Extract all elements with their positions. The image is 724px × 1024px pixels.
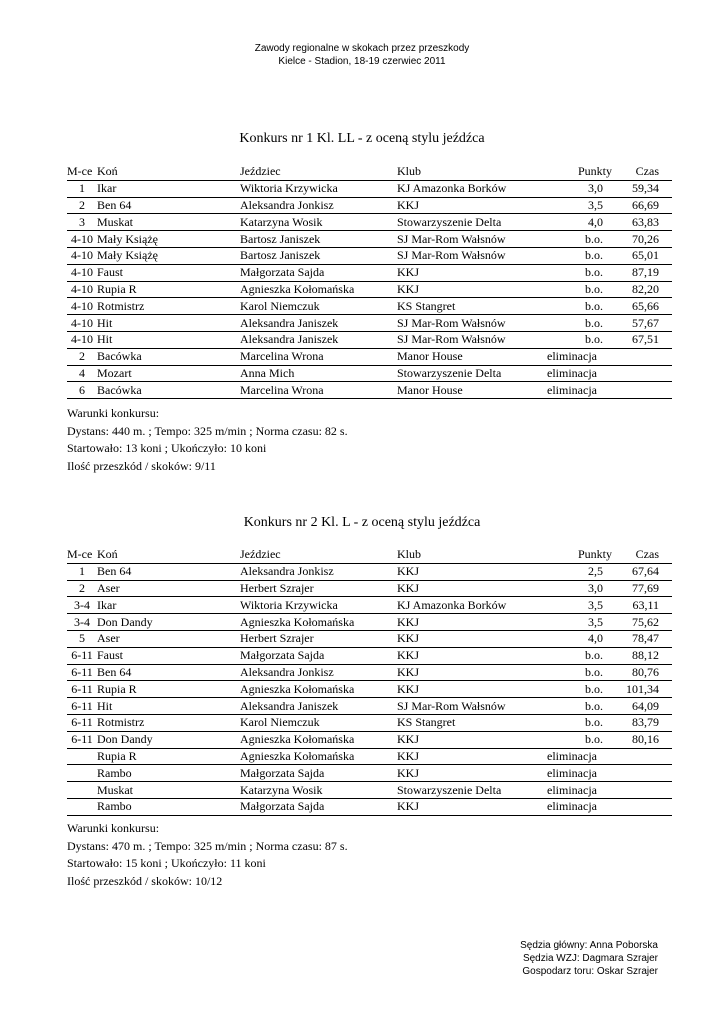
col-header-points: Punkty [547,547,615,563]
cell-club: KKJ [397,281,547,298]
table-header-row [67,547,672,563]
col-header-club: Klub [397,164,547,180]
table-row [67,563,672,580]
cell-club: KS Stangret [397,714,547,731]
cell-rider: Aleksandra Jonkisz [240,563,397,580]
cell-pos: 4-10 [67,298,97,315]
cell-time: 77,69 [615,580,672,597]
col-header-rider: Jeździec [240,164,397,180]
cell-time: 59,34 [615,180,672,197]
cell-pos: 1 [67,563,97,580]
cell-rider: Agnieszka Kołomańska [240,281,397,298]
cell-club: KKJ [397,798,547,815]
cell-time [615,348,672,365]
cell-points: 3,5 [547,597,615,614]
cell-time [615,365,672,382]
cell-points: b.o. [547,315,615,332]
conditions-heading: Warunki konkursu: [67,821,160,835]
cell-pos: 3 [67,214,97,231]
cell-rider: Aleksandra Janiszek [240,331,397,348]
cell-rider: Bartosz Janiszek [240,247,397,264]
cell-rider: Katarzyna Wosik [240,782,397,799]
cell-points: 2,5 [547,563,615,580]
cell-points: 3,5 [547,197,615,214]
cell-points: b.o. [547,281,615,298]
cell-rider: Wiktoria Krzywicka [240,180,397,197]
cell-time: 63,11 [615,597,672,614]
cell-points: b.o. [547,264,615,281]
cell-rider: Karol Niemczuk [240,298,397,315]
competition-1-conditions [67,405,348,475]
cell-pos: 2 [67,197,97,214]
table-row [67,214,672,231]
cell-rider: Agnieszka Kołomańska [240,731,397,748]
cell-horse: Don Dandy [97,614,240,631]
competition-2-title: Konkurs nr 2 Kl. L - z oceną stylu jeźdźca [243,515,481,530]
table-row [67,714,672,731]
cell-pos [67,748,97,765]
table-row [67,348,672,365]
cell-rider: Katarzyna Wosik [240,214,397,231]
cell-points: b.o. [547,664,615,681]
col-header-club: Klub [397,547,547,563]
cell-time [615,748,672,765]
cell-rider: Wiktoria Krzywicka [240,597,397,614]
cell-pos: 6-11 [67,647,97,664]
cell-club: SJ Mar-Rom Wałsnów [397,247,547,264]
table-row [67,748,672,765]
cell-points: eliminacja [547,348,615,365]
cell-horse: Rupia R [97,681,240,698]
cell-horse: Rotmistrz [97,714,240,731]
cell-time: 88,12 [615,647,672,664]
cell-club: KKJ [397,731,547,748]
cell-horse: Bacówka [97,348,240,365]
table-row [67,180,672,197]
competition-1-title: Konkurs nr 1 Kl. LL - z oceną stylu jeźdźca [239,131,485,146]
table-row [67,630,672,647]
cell-time: 67,64 [615,563,672,580]
cell-pos: 6 [67,382,97,399]
cell-horse: Rotmistrz [97,298,240,315]
table-row [67,765,672,782]
cell-pos: 6-11 [67,664,97,681]
cell-time [615,798,672,815]
cell-club: Manor House [397,382,547,399]
table-row [67,597,672,614]
cell-points: b.o. [547,731,615,748]
cell-club: KKJ [397,264,547,281]
cell-time: 80,76 [615,664,672,681]
cell-time: 70,26 [615,231,672,248]
cell-rider: Małgorzata Sajda [240,264,397,281]
table-row [67,365,672,382]
cell-horse: Muskat [97,782,240,799]
col-header-horse: Koń [97,547,240,563]
cell-club: SJ Mar-Rom Wałsnów [397,231,547,248]
cell-club: KKJ [397,664,547,681]
cell-time: 67,51 [615,331,672,348]
competition-2-conditions [67,820,348,890]
competition-1-results-table [67,164,672,399]
cell-club: SJ Mar-Rom Wałsnów [397,698,547,715]
cell-points: 4,0 [547,630,615,647]
cell-time: 80,16 [615,731,672,748]
cell-time: 87,19 [615,264,672,281]
cell-pos: 4-10 [67,331,97,348]
table-row [67,281,672,298]
cell-points: eliminacja [547,382,615,399]
cell-club: Stowarzyszenie Delta [397,214,547,231]
cell-points: eliminacja [547,765,615,782]
document-header [0,42,724,68]
cell-horse: Mozart [97,365,240,382]
cell-horse: Ben 64 [97,563,240,580]
cell-club: Stowarzyszenie Delta [397,782,547,799]
cell-pos: 4-10 [67,315,97,332]
cell-points: eliminacja [547,748,615,765]
cell-pos [67,765,97,782]
cell-rider: Aleksandra Janiszek [240,698,397,715]
cell-club: Stowarzyszenie Delta [397,365,547,382]
cell-points: b.o. [547,714,615,731]
table-row [67,298,672,315]
cell-rider: Marcelina Wrona [240,382,397,399]
cell-horse: Hit [97,331,240,348]
cell-time: 65,66 [615,298,672,315]
cell-points: 3,0 [547,580,615,597]
cell-horse: Ben 64 [97,197,240,214]
cell-horse: Aser [97,580,240,597]
cell-horse: Muskat [97,214,240,231]
cell-points: b.o. [547,298,615,315]
cell-rider: Małgorzata Sajda [240,647,397,664]
conditions-starts: Startowało: 13 koni ; Ukończyło: 10 koni [67,441,267,455]
cell-pos [67,798,97,815]
table-row [67,197,672,214]
cell-pos: 6-11 [67,681,97,698]
cell-pos: 6-11 [67,714,97,731]
cell-rider: Bartosz Janiszek [240,231,397,248]
cell-time: 101,34 [615,681,672,698]
cell-horse: Mały Książę [97,231,240,248]
col-header-time: Czas [615,547,672,563]
table-row [67,664,672,681]
table-row [67,382,672,399]
cell-club: Manor House [397,348,547,365]
cell-horse: Rupia R [97,748,240,765]
cell-points: b.o. [547,247,615,264]
cell-rider: Anna Mich [240,365,397,382]
cell-rider: Agnieszka Kołomańska [240,748,397,765]
cell-horse: Ben 64 [97,664,240,681]
col-header-pos: M-ce [67,164,97,180]
cell-points: b.o. [547,647,615,664]
cell-time: 57,67 [615,315,672,332]
cell-horse: Mały Książę [97,247,240,264]
cell-rider: Aleksandra Janiszek [240,315,397,332]
cell-club: KKJ [397,580,547,597]
table-row [67,698,672,715]
table-row [67,647,672,664]
cell-time [615,765,672,782]
cell-horse: Hit [97,315,240,332]
cell-pos: 5 [67,630,97,647]
cell-club: KKJ [397,563,547,580]
table-row [67,264,672,281]
table-row [67,247,672,264]
cell-rider: Małgorzata Sajda [240,765,397,782]
table-row [67,231,672,248]
table-row [67,315,672,332]
cell-club: KKJ [397,765,547,782]
cell-time: 63,83 [615,214,672,231]
cell-club: KJ Amazonka Borków [397,597,547,614]
cell-horse: Bacówka [97,382,240,399]
cell-points: 4,0 [547,214,615,231]
cell-pos: 3-4 [67,614,97,631]
cell-points: eliminacja [547,782,615,799]
cell-horse: Ikar [97,180,240,197]
table-row [67,331,672,348]
cell-club: SJ Mar-Rom Wałsnów [397,331,547,348]
cell-horse: Faust [97,264,240,281]
cell-pos: 6-11 [67,731,97,748]
cell-club: KKJ [397,647,547,664]
cell-points: b.o. [547,681,615,698]
table-row [67,798,672,815]
cell-horse: Aser [97,630,240,647]
cell-horse: Hit [97,698,240,715]
cell-club: KKJ [397,614,547,631]
col-header-rider: Jeździec [240,547,397,563]
cell-points: b.o. [547,698,615,715]
wzj-judge: Sędzia WZJ: Dagmara Szrajer [522,953,658,964]
cell-pos: 4-10 [67,264,97,281]
competition-1-rows [67,180,672,398]
cell-time [615,782,672,799]
cell-horse: Rambo [97,765,240,782]
conditions-distance: Dystans: 470 m. ; Tempo: 325 m/min ; Norma czasu: 87 s. [67,838,348,853]
cell-club: KKJ [397,630,547,647]
cell-pos: 4-10 [67,231,97,248]
cell-club: SJ Mar-Rom Wałsnów [397,315,547,332]
cell-pos: 3-4 [67,597,97,614]
cell-points: eliminacja [547,365,615,382]
cell-rider: Aleksandra Jonkisz [240,197,397,214]
cell-pos [67,782,97,799]
competition-2-results-table [67,547,672,816]
cell-pos: 4-10 [67,247,97,264]
cell-time: 66,69 [615,197,672,214]
cell-rider: Agnieszka Kołomańska [240,681,397,698]
conditions-starts: Startowało: 15 koni ; Ukończyło: 11 koni [67,856,266,870]
cell-pos: 4 [67,365,97,382]
cell-points: 3,0 [547,180,615,197]
cell-club: KKJ [397,748,547,765]
cell-pos: 4-10 [67,281,97,298]
cell-rider: Marcelina Wrona [240,348,397,365]
cell-club: KS Stangret [397,298,547,315]
table-row [67,681,672,698]
chief-judge: Sędzia główny: Anna Poborska [520,940,658,951]
col-header-time: Czas [615,164,672,180]
cell-club: KKJ [397,197,547,214]
cell-time [615,382,672,399]
cell-rider: Małgorzata Sajda [240,798,397,815]
col-header-points: Punkty [547,164,615,180]
table-header-row [67,164,672,180]
cell-time: 64,09 [615,698,672,715]
col-header-horse: Koń [97,164,240,180]
cell-horse: Don Dandy [97,731,240,748]
cell-pos: 2 [67,348,97,365]
cell-horse: Rambo [97,798,240,815]
cell-pos: 1 [67,180,97,197]
cell-horse: Rupia R [97,281,240,298]
cell-time: 65,01 [615,247,672,264]
cell-time: 78,47 [615,630,672,647]
event-title: Zawody regionalne w skokach przez przeszkody [254,43,470,54]
conditions-obstacles: Ilość przeszkód / skoków: 10/12 [67,873,223,888]
course-designer: Gospodarz toru: Oskar Szrajer [522,966,658,977]
cell-points: eliminacja [547,798,615,815]
table-row [67,731,672,748]
cell-time: 83,79 [615,714,672,731]
cell-horse: Faust [97,647,240,664]
cell-time: 82,20 [615,281,672,298]
cell-points: b.o. [547,231,615,248]
cell-pos: 2 [67,580,97,597]
cell-horse: Ikar [97,597,240,614]
table-row [67,614,672,631]
col-header-pos: M-ce [67,547,97,563]
cell-rider: Agnieszka Kołomańska [240,614,397,631]
cell-club: KJ Amazonka Borków [397,180,547,197]
cell-time: 75,62 [615,614,672,631]
cell-rider: Karol Niemczuk [240,714,397,731]
table-row [67,580,672,597]
conditions-heading: Warunki konkursu: [67,406,160,420]
cell-pos: 6-11 [67,698,97,715]
table-row [67,782,672,799]
cell-rider: Herbert Szrajer [240,580,397,597]
cell-club: KKJ [397,681,547,698]
cell-points: b.o. [547,331,615,348]
cell-rider: Aleksandra Jonkisz [240,664,397,681]
conditions-distance: Dystans: 440 m. ; Tempo: 325 m/min ; Norma czasu: 82 s. [67,423,348,438]
event-location-date: Kielce - Stadion, 18-19 czerwiec 2011 [278,56,446,67]
competition-2-rows [67,563,672,815]
cell-rider: Herbert Szrajer [240,630,397,647]
officials-block [520,939,658,978]
cell-points: 3,5 [547,614,615,631]
conditions-obstacles: Ilość przeszkód / skoków: 9/11 [67,458,216,473]
